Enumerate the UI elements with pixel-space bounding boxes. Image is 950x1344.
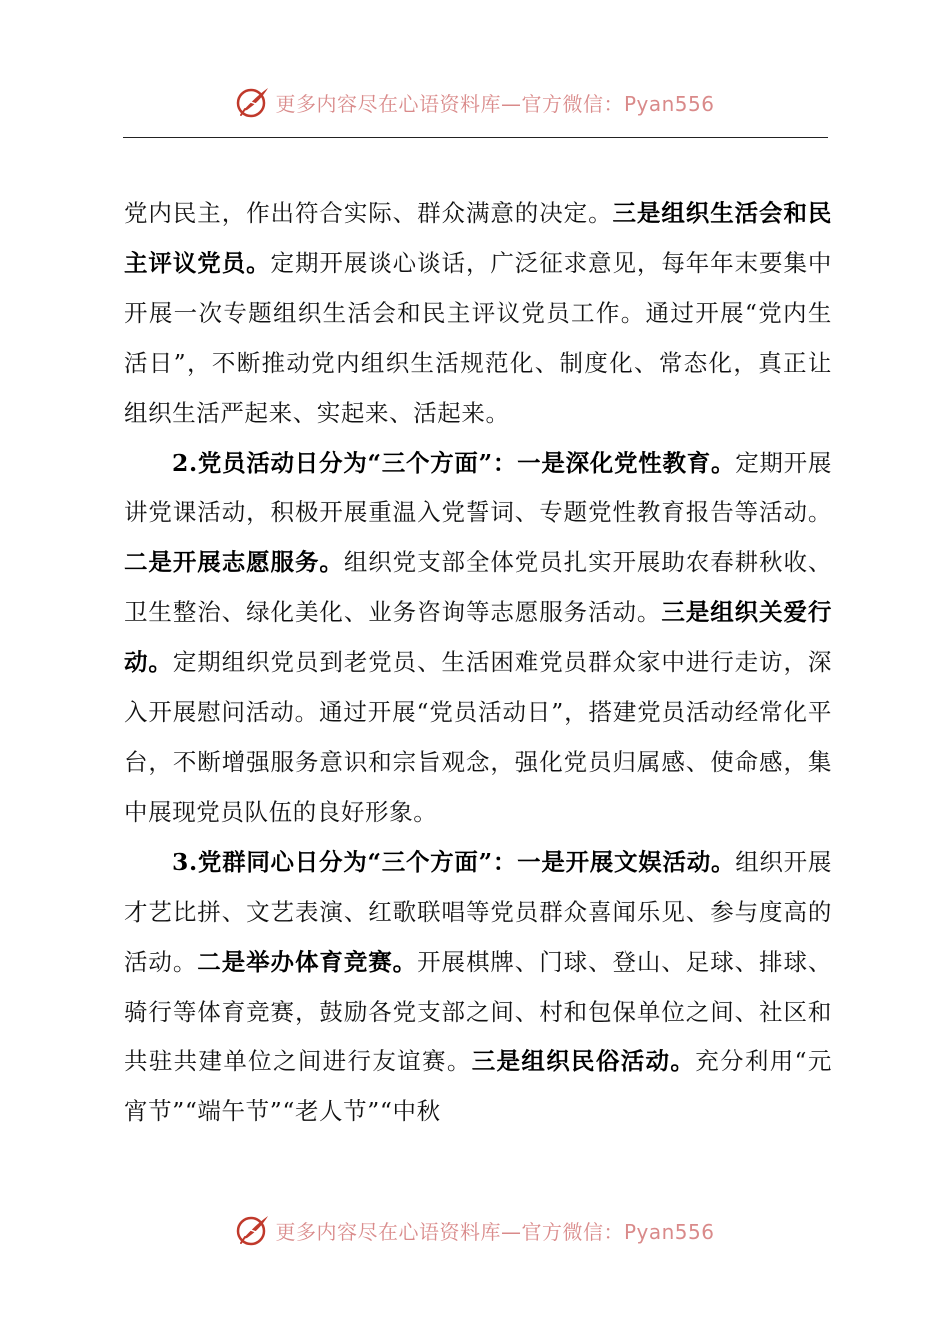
header-watermark — [0, 82, 950, 122]
paragraph — [124, 439, 832, 838]
bold-heading-run: 三是组织关爱行动。 — [124, 598, 833, 677]
text-run: 充分利用“元宵节”“端午节”“老人节”“中秋 — [124, 1047, 832, 1126]
bold-heading-run: 二是开展志愿服务。 — [124, 548, 344, 577]
bold-heading-run: 二是举办体育竞赛。 — [197, 947, 418, 976]
text-run: 开展棋牌、门球、登山、足球、排球、骑行等体育竞赛，鼓励各党支部之间、村和包保单位之间、社区和共驻共建单位之间进行友谊赛。 — [124, 947, 832, 1076]
quill-pen-logo-icon — [235, 84, 271, 120]
document-body — [124, 189, 832, 1137]
text-run: 组织党支部全体党员扎实开展助农春耕秋收、卫生整治、绿化美化、业务咨询等志愿服务活动。 — [124, 548, 832, 627]
bold-heading-run: 三是组织生活会和民主评议党员。 — [124, 199, 832, 277]
watermark-text: 更多内容尽在心语资料库—官方微信：Pyan556 — [275, 1219, 715, 1244]
text-run: 组织开展才艺比拼、文艺表演、红歌联唱等党员群众喜闻乐见、参与度高的活动。 — [124, 847, 832, 976]
text-run: 定期组织党员到老党员、生活困难党员群众家中进行走访，深入开展慰问活动。通过开展“党员活动日”，搭建党员活动经常化平台，不断增强服务意识和宗旨观念，强化党员归属感、使命感，集中展现党员队伍的良好形象。 — [124, 648, 833, 826]
watermark-text: 更多内容尽在心语资料库—官方微信：Pyan556 — [275, 91, 715, 116]
header-divider — [123, 137, 828, 138]
footer-watermark — [0, 1210, 950, 1250]
quill-pen-logo-icon — [235, 1212, 271, 1248]
paragraph — [124, 189, 832, 439]
bold-heading-run: 三是组织民俗活动。 — [471, 1047, 696, 1076]
text-run: 党内民主，作出符合实际、群众满意的决定。 — [124, 199, 613, 227]
bold-heading-run: 2.党员活动日分为“三个方面”：一是深化党性教育。 — [172, 448, 736, 477]
text-run: 定期开展谈心谈话，广泛征求意见，每年年末要集中开展一次专题组织生活会和民主评议党员工作。通过开展“党内生活日”，不断推动党内组织生活规范化、制度化、常态化，真正让组织生活严起来、实起来、活起来。 — [124, 248, 832, 427]
text-run: 定期开展讲党课活动，积极开展重温入党誓词、专题党性教育报告等活动。 — [124, 448, 832, 527]
bold-heading-run: 3.党群同心日分为“三个方面”：一是开展文娱活动。 — [172, 847, 736, 876]
paragraph — [124, 838, 832, 1137]
